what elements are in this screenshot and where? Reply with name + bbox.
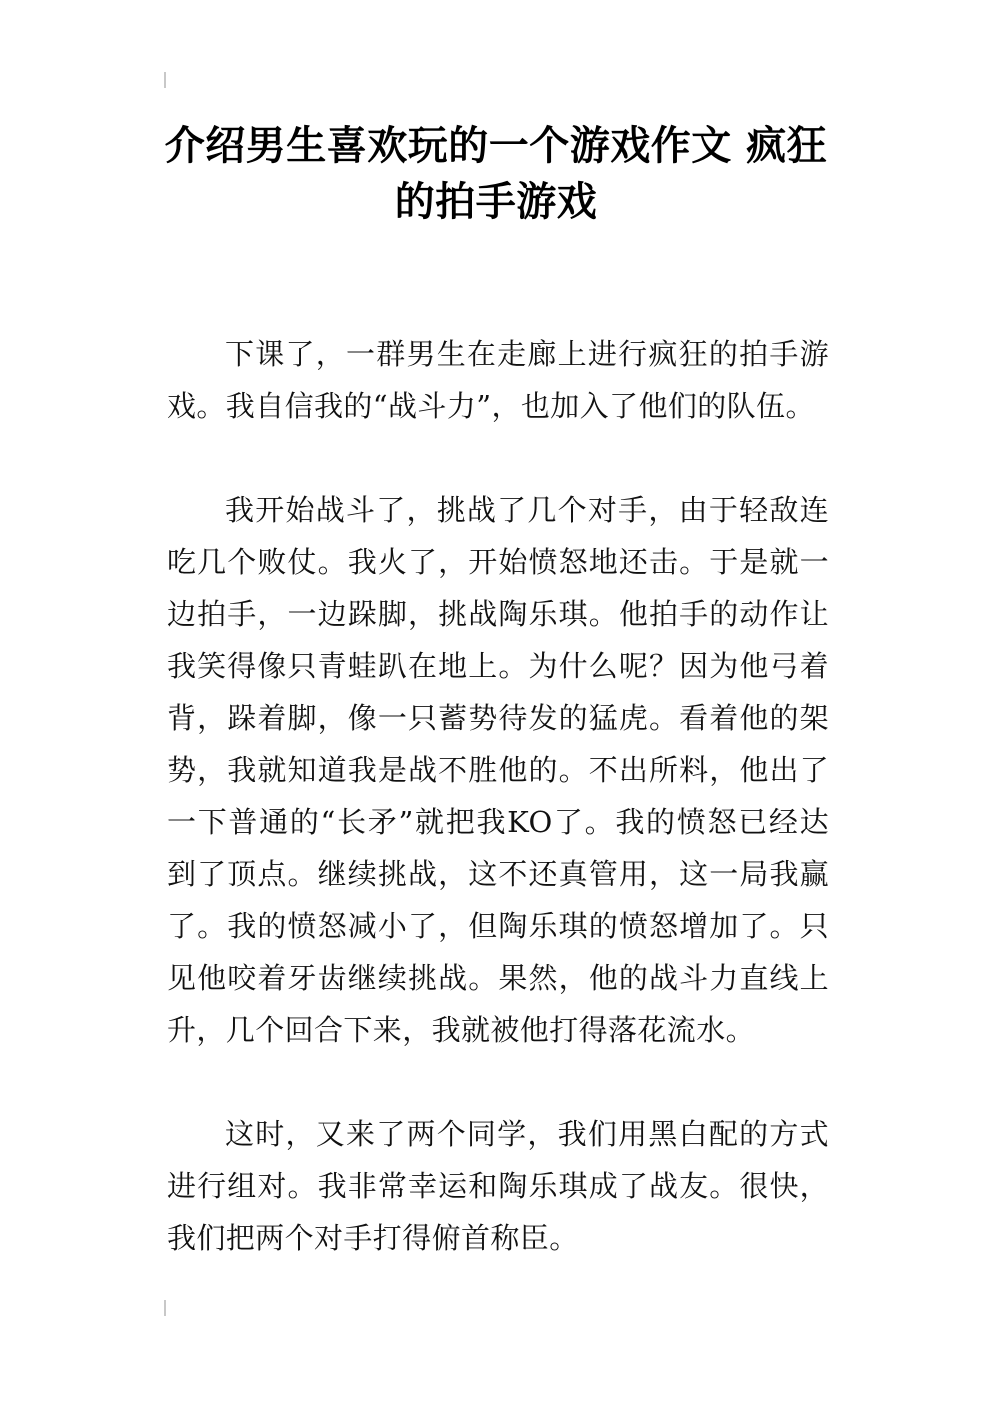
paragraph-3: 这时，又来了两个同学，我们用黑白配的方式进行组对。我非常幸运和陶乐琪成了战友。很快，我们把两个对手打得俯首称臣。 <box>167 1117 829 1255</box>
page-corner-mark <box>164 72 166 88</box>
paragraph-2: 我开始战斗了，挑战了几个对手，由于轻敌连吃几个败仗。我火了，开始愤怒地还击。于是就一边拍手，一边跺脚，挑战陶乐琪。他拍手的动作让我笑得像只青蛙趴在地上。为什么呢？因为他弓着背，跺着脚，像一只蓄势待发的猛虎。看着他的架势，我就知道我是战不胜他的。不出所料，他出了一下普通的“长矛”就把我KO了。我的愤怒已经达到了顶点。继续挑战，这不还真管用，这一局我赢了。我的愤怒减小了，但陶乐琪的愤怒增加了。只见他咬着牙齿继续挑战。果然，他的战斗力直线上升，几个回合下来，我就被他打得落花流水。 <box>167 493 829 1047</box>
page-corner-mark <box>164 1300 166 1316</box>
document-body <box>167 328 829 1316</box>
paragraph-1: 下课了，一群男生在走廊上进行疯狂的拍手游戏。我自信我的“战斗力”，也加入了他们的队伍。 <box>167 337 829 423</box>
document-title: 介绍男生喜欢玩的一个游戏作文 疯狂的拍手游戏 <box>164 123 828 225</box>
